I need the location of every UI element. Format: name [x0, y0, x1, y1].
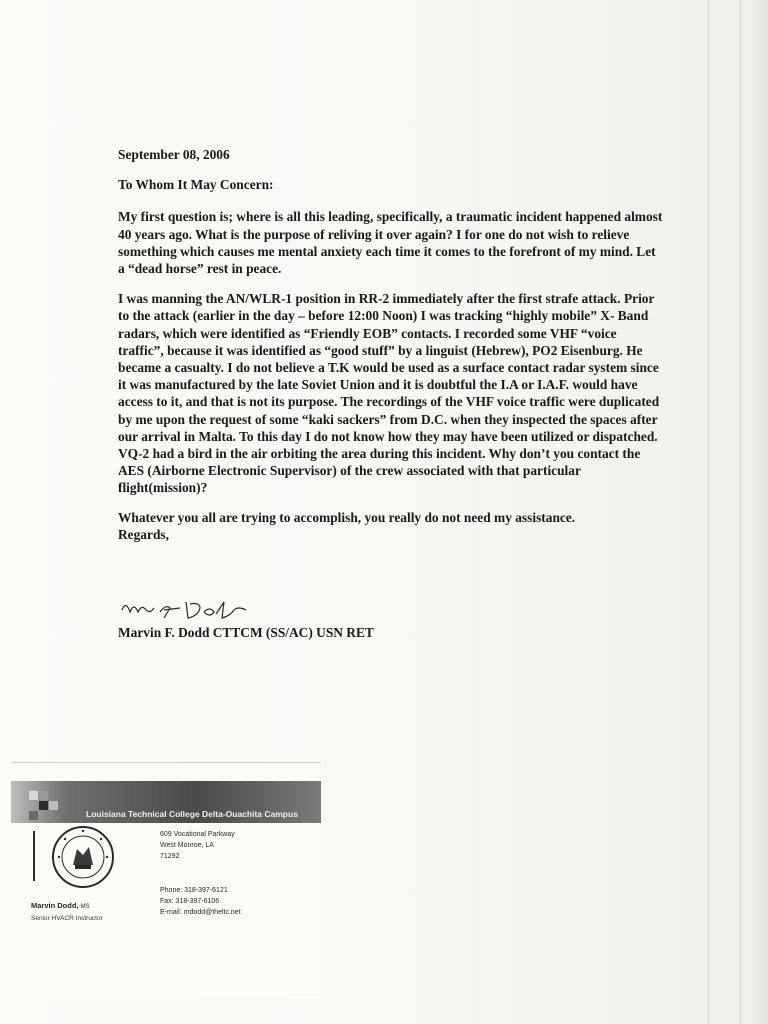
address-line: West Monroe, LA	[160, 842, 214, 849]
card-person-name	[31, 901, 90, 910]
letter-paragraph: VQ-2 had a bird in the air orbiting the area during this incident. Why don’t you contact the AES (Airborne Electronic Supervisor) of the crew associated with that particular flight(mission)?	[118, 446, 641, 496]
card-header-band	[11, 781, 321, 823]
card-contact	[160, 885, 241, 918]
letter-paragraph: My first question is; where is all this leading, specifically, a traumatic incident happened almost 40 years ago. What is the purpose of reliving it over again? I for one do not wish to relieve something which causes me mental anxiety each time it comes to the forefront of my mind. Let a “dead horse” rest in peace.	[118, 209, 663, 277]
divider	[33, 831, 35, 881]
signer-name: Marvin F. Dodd CTTCM (SS/AC) USN RET	[118, 625, 374, 640]
address-line: 609 Vocational Parkway	[160, 831, 235, 838]
letter-body	[118, 146, 663, 543]
scan-edge	[750, 0, 768, 1024]
address-line: 71292	[160, 853, 180, 860]
person-degree: MS	[80, 904, 90, 910]
letter-salutation: To Whom It May Concern:	[118, 177, 274, 193]
letter-closing: Regards,	[118, 526, 169, 542]
college-seal-icon	[51, 825, 115, 889]
letter-date: September 08, 2006	[118, 147, 230, 162]
letter-paragraph: I was manning the AN/WLR-1 position in RR-2 immediately after the first strafe attack. Prior to the attack (earlier in the day – before 12:00 Noon) I was tracking “highly mobile” X- Band radars, which were identified as “Friendly EOB” contacts. I recorded some VHF “voice traffic”, because it was identified as “good stuff” by a linguist (Hebrew), PO2 Eisenburg. He became a casualty. I do not believe a T.K would be used as a surface contact radar system since it was manufactured by the late Soviet Union and it is doubtful the I.A or I.A.F. would have access to it, and that is not its purpose. The recordings of the VHF voice traffic were duplicated by me upon the request of some “kaki sackers” from D.C. when they inspected the spaces after our arrival in Malta. To this day I do not know how they may have been utilized or dispatched.	[118, 291, 660, 444]
card-person-title: Senior HVACR Instructor	[31, 915, 103, 922]
handwritten-signature	[120, 596, 280, 624]
email: E-mail: mdodd@theltc.net	[160, 909, 241, 916]
paper-edge	[740, 0, 741, 1024]
letter-paragraph: Whatever you all are trying to accomplish, you really do not need my assistance.	[118, 509, 576, 525]
card-address	[160, 829, 235, 862]
paper-edge	[708, 0, 709, 1024]
business-card	[11, 762, 321, 999]
fax: Fax: 318-397-6106	[160, 898, 220, 905]
person-name: Marvin Dodd,	[31, 901, 79, 910]
phone: Phone: 318-397-6121	[160, 887, 228, 894]
college-name: Louisiana Technical College Delta-Ouachita Campus	[86, 809, 298, 819]
